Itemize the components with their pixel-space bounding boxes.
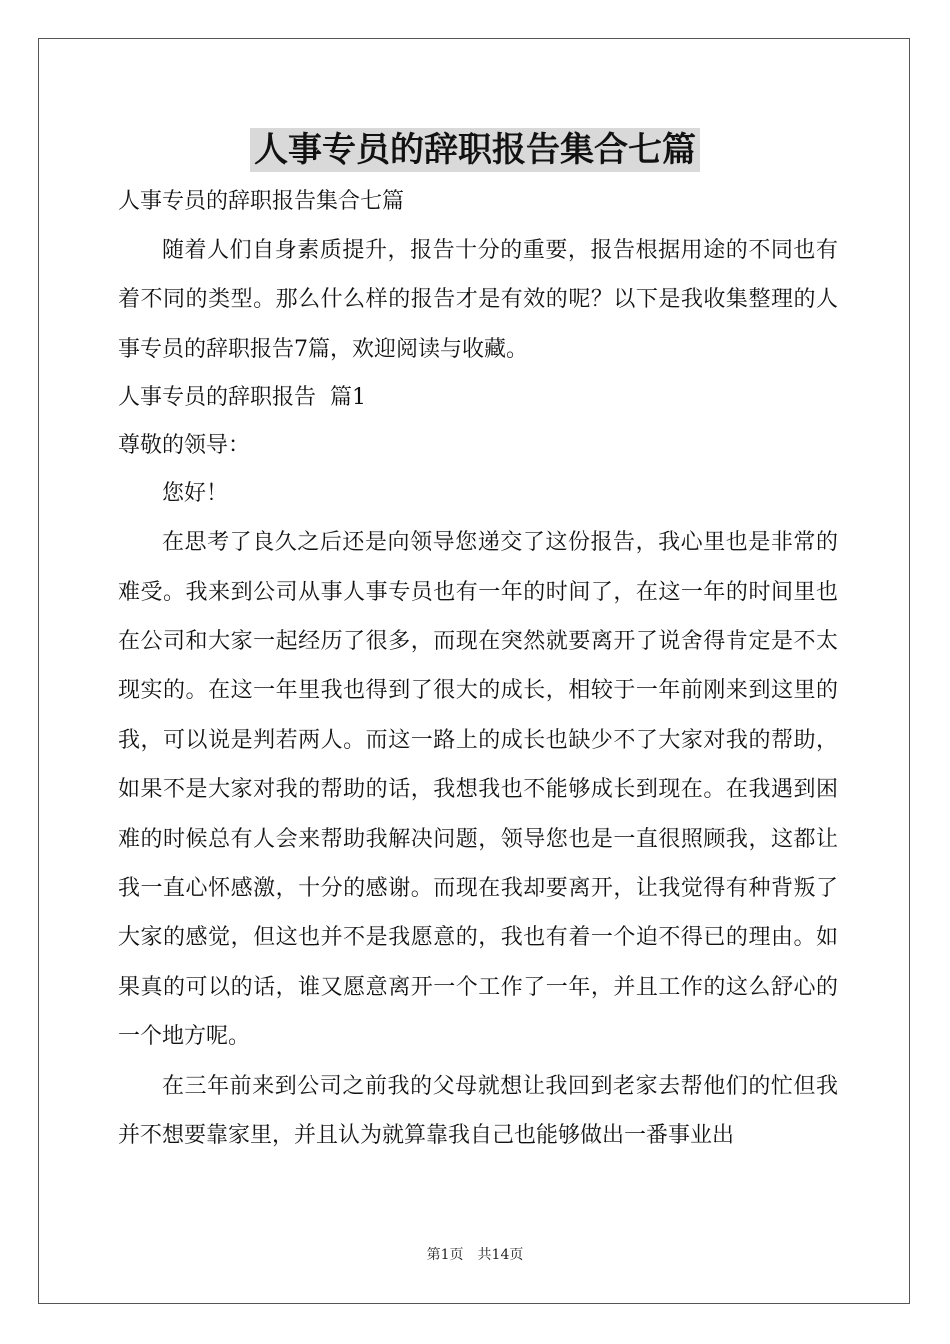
body-paragraph-1: 在思考了良久之后还是向领导您递交了这份报告，我心里也是非常的难受。我来到公司从事人事专员也有一年的时间了，在这一年的时间里也在公司和大家一起经历了很多，而现在突然就要离开了说舍得肯定是不太现实的。在这一年里我也得到了很大的成长，相较于一年前刚来到这里的我，可以说是判若两人。而这一路上的成长也缺少不了大家对我的帮助，如果不是大家对我的帮助的话，我想我也不能够成长到现在。在我遇到困难的时候总有人会来帮助我解决问题，领导您也是一直很照顾我，这都让我一直心怀感激，十分的感谢。而现在我却要离开，让我觉得有种背叛了大家的感觉，但这也并不是我愿意的，我也有着一个迫不得已的理由。如果真的可以的话，谁又愿意离开一个工作了一年，并且工作的这么舒心的一个地方呢。 [118,530,838,1050]
salutation: 尊敬的领导： [118,433,251,459]
greeting: 您好！ [162,481,229,507]
document-subtitle: 人事专员的辞职报告集合七篇 [118,189,405,214]
body-paragraph-2: 在三年前来到公司之前我的父母就想让我回到老家去帮他们的忙但我并不想要靠家里，并且认为就算靠我自己也能够做出一番事业出 [118,1073,838,1149]
document-body [118,178,838,1161]
document-title: 人事专员的辞职报告集合七篇 [250,128,700,172]
intro-paragraph: 随着人们自身素质提升，报告十分的重要，报告根据用途的不同也有着不同的类型。那么什么样的报告才是有效的呢？以下是我收集整理的人事专员的辞职报告7篇，欢迎阅读与收藏。 [118,238,838,362]
title-container [0,128,950,172]
section-heading: 人事专员的辞职报告 篇1 [118,385,366,411]
page-number-footer: 第1页 共14页 [426,1247,524,1263]
